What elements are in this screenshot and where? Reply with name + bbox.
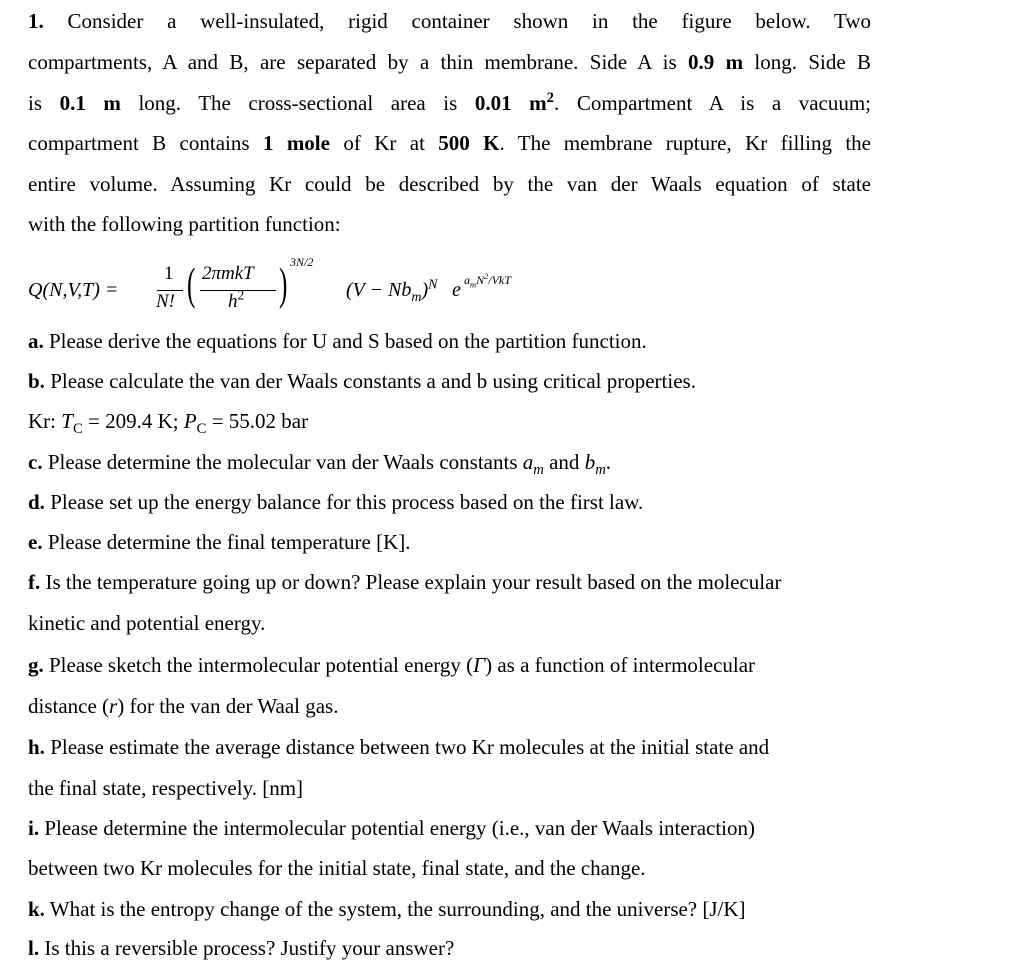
eq-volume-term: $(V - Nb_m)^N$ bbox=[346, 277, 438, 305]
item-f-line-2: kinetic and potential energy. bbox=[28, 611, 266, 635]
eq-paren-left: ( bbox=[187, 258, 196, 309]
intro-line-6: with the following partition function: bbox=[28, 212, 341, 236]
partition-function-equation bbox=[28, 255, 548, 325]
eq-outer-exp: 3N/2 bbox=[290, 255, 314, 269]
intro-line-5: entire volume. Assuming Kr could be described by the van der Waals equation of state bbox=[28, 172, 871, 196]
intro-line-3: is 0.1 m long. The cross-sectional area is 0.01 $m^2$. Compartment A is a vacuum; bbox=[28, 90, 872, 115]
intro-line-4: compartment B contains 1 mole of Kr at 500 K. The membrane rupture, Kr filling the bbox=[28, 131, 871, 155]
side-a-length: 0.9 m bbox=[687, 50, 744, 74]
eq-den1: N! bbox=[156, 291, 175, 312]
eq-paren-right: ) bbox=[279, 258, 288, 309]
item-d: d. Please set up the energy balance for this process based on the first law. bbox=[28, 490, 644, 514]
eq-num1: 1 bbox=[164, 263, 174, 284]
eq-exp-power: $a_mN^2$/VkT bbox=[464, 272, 511, 290]
eq-num2: 2πmkT bbox=[202, 263, 254, 284]
item-g-line-2: distance (r) for the van der Waal gas. bbox=[28, 694, 339, 718]
item-l: l. Is this a reversible process? Justify your answer? bbox=[28, 936, 455, 960]
eq-den2: $h^2$ bbox=[228, 287, 245, 312]
cross-sectional-area: 0.01 $m^2$ bbox=[474, 90, 555, 115]
moles: 1 mole bbox=[262, 131, 330, 155]
item-h-line-1: h. Please estimate the average distance between two Kr molecules at the initial state and bbox=[28, 735, 770, 759]
item-a: a. Please derive the equations for U and S based on the partition function. bbox=[28, 329, 647, 353]
item-i-line-2: between two Kr molecules for the initial state, final state, and the change. bbox=[28, 856, 646, 880]
item-b: b. Please calculate the van der Waals constants a and b using critical properties. bbox=[28, 369, 696, 393]
intro-line-1: 1. Consider a well-insulated, rigid container shown in the figure below. Two bbox=[28, 9, 872, 33]
side-b-length: 0.1 m bbox=[59, 91, 121, 115]
item-f-line-1: f. Is the temperature going up or down? Please explain your result based on the molecular bbox=[28, 570, 782, 594]
intro-line-2: compartments, A and B, are separated by a thin membrane. Side A is 0.9 m long. Side B bbox=[28, 50, 871, 74]
problem-number: 1. bbox=[28, 9, 44, 33]
item-c: c. Please determine the molecular van der Waals constants $a_m$ and $b_m$. bbox=[28, 450, 612, 479]
item-h-line-2: the final state, respectively. [nm] bbox=[28, 776, 304, 800]
item-e: e. Please determine the final temperature [K]. bbox=[28, 530, 411, 554]
eq-lhs: Q(N,V,T) = bbox=[28, 279, 119, 301]
item-g-line-1: g. Please sketch the intermolecular potential energy (Γ) as a function of intermolecular bbox=[28, 653, 756, 677]
item-k: k. What is the entropy change of the system, the surrounding, and the universe? [J/K] bbox=[28, 897, 746, 921]
kr-critical-properties: Kr: $T_C = 209.4$ K; $P_C = 55.02$ bar bbox=[28, 409, 309, 438]
eq-exp-base: e bbox=[452, 279, 461, 301]
initial-temperature: 500 K bbox=[438, 131, 500, 155]
item-i-line-1: i. Please determine the intermolecular potential energy (i.e., van der Waals interaction) bbox=[28, 816, 756, 840]
